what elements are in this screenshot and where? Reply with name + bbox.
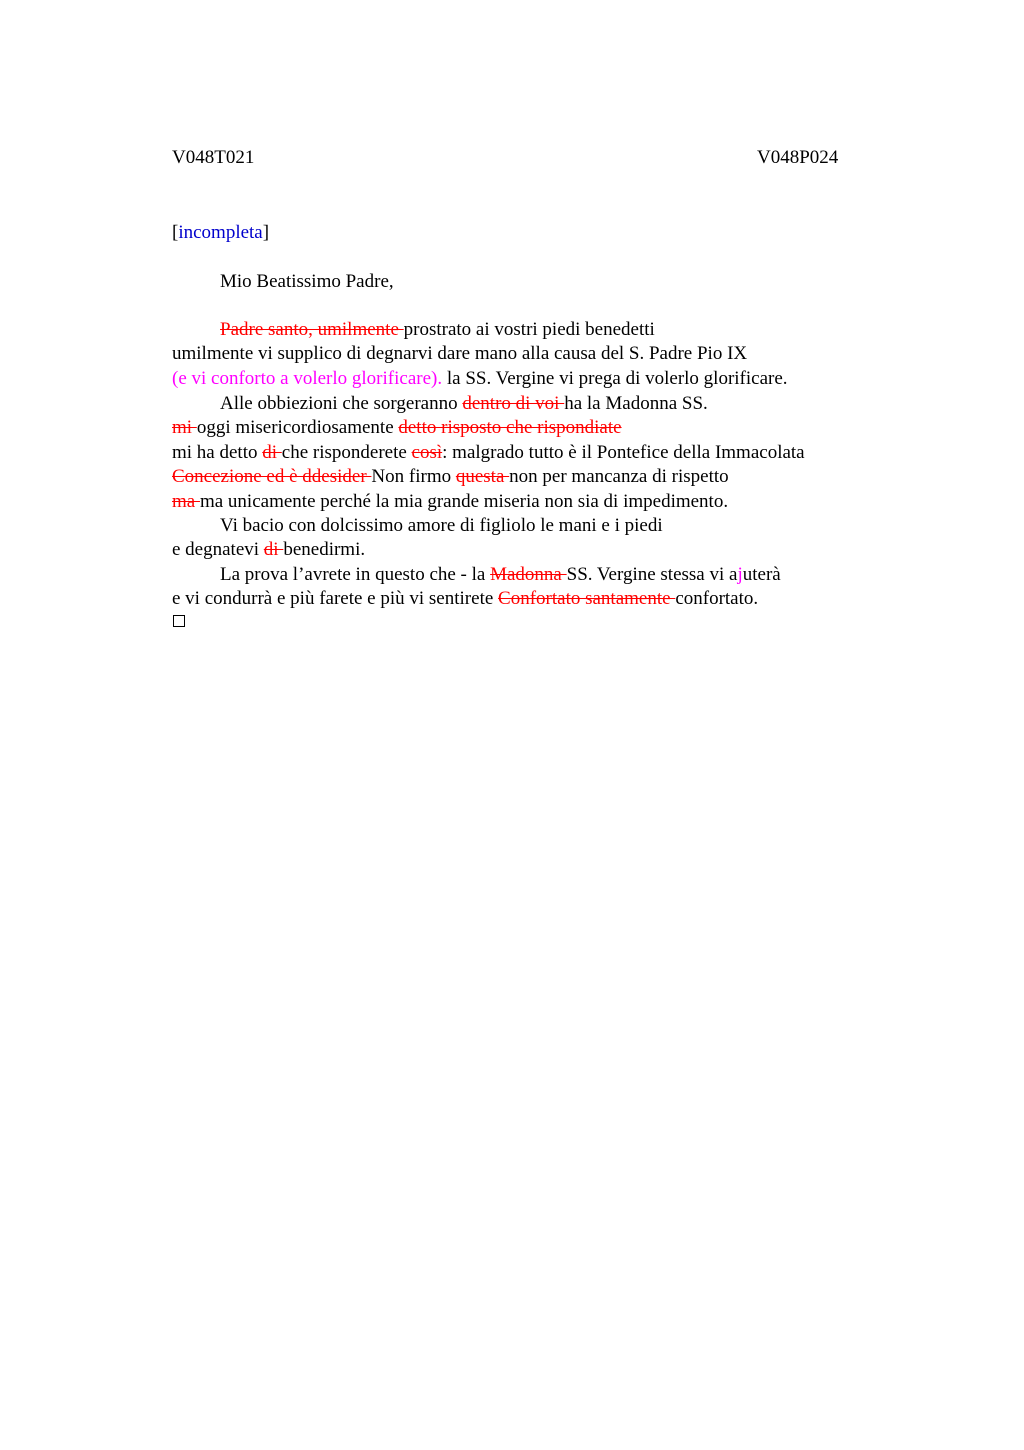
end-marker-box-icon: [173, 615, 185, 627]
header-left-code: V048T021: [172, 147, 255, 168]
inserted-text: (e vi conforto a volerlo glorificare).: [172, 368, 443, 389]
deleted-text: Padre santo, umilmente: [220, 319, 404, 340]
inserted-text: j: [737, 564, 743, 585]
deleted-text: di: [263, 539, 284, 560]
text-segment: confortato.: [675, 588, 759, 609]
text-segment: che risponderete: [281, 442, 412, 463]
text-segment: e degnatevi: [172, 539, 264, 560]
text-segment: mi ha detto: [172, 442, 263, 463]
text-line-3: [172, 367, 788, 391]
text-line-8: [172, 490, 728, 514]
text-segment: ha la Madonna SS.: [564, 393, 708, 414]
text-line-1: [220, 318, 655, 342]
text-segment: oggi misericordiosamente: [196, 417, 399, 438]
text-segment: ma unicamente perché la mia grande miseria non sia di impedimento.: [199, 491, 729, 512]
text-segment: Vi bacio con dolcissimo amore di figliolo le mani e i piedi: [220, 515, 663, 536]
status-close-bracket: ]: [262, 222, 270, 243]
deleted-text: mi: [172, 417, 197, 438]
text-segment: non per mancanza di rispetto: [509, 466, 729, 487]
deleted-text: ma: [172, 491, 200, 512]
text-segment: e vi condurrà e più farete e più vi sentirete: [172, 588, 499, 609]
text-segment: : malgrado tutto è il Pontefice della Immacolata: [442, 442, 805, 463]
header-right-code: V048P024: [757, 147, 839, 168]
text-segment: Non firmo: [371, 466, 456, 487]
text-line-9: [220, 514, 663, 538]
status-line: [172, 221, 269, 245]
text-segment: SS. Vergine stessa vi a: [566, 564, 738, 585]
deleted-text: di: [262, 442, 282, 463]
text-line-7: [172, 465, 729, 489]
text-segment: prostrato ai vostri piedi benedetti: [403, 319, 655, 340]
text-line-10: [172, 538, 365, 562]
salutation: Mio Beatissimo Padre,: [220, 271, 394, 292]
deleted-text: Concezione ed è ddesider: [172, 466, 372, 487]
text-line-5: [172, 416, 622, 440]
status-open-bracket: [: [172, 222, 179, 243]
deleted-text: dentro di voi: [462, 393, 565, 414]
text-segment: la SS. Vergine vi prega di volerlo glorificare.: [442, 368, 788, 389]
deleted-text: Confortato santamente: [498, 588, 676, 609]
text-line-11: [220, 563, 781, 587]
text-line-2: [172, 342, 747, 366]
text-segment: benedirmi.: [283, 539, 366, 560]
text-segment: Alle obbiezioni che sorgeranno: [220, 393, 463, 414]
text-segment: uterà: [742, 564, 781, 585]
text-segment: umilmente vi supplico di degnarvi dare mano alla causa del S. Padre Pio IX: [172, 343, 748, 364]
text-line-4: [220, 392, 708, 416]
text-line-12: [172, 587, 758, 611]
text-segment: La prova l’avrete in questo che - la: [220, 564, 491, 585]
deleted-text: Madonna: [490, 564, 567, 585]
deleted-text: così: [411, 442, 443, 463]
status-label: incompleta: [178, 222, 263, 243]
text-line-6: [172, 441, 805, 465]
deleted-text: questa: [455, 466, 510, 487]
deleted-text: detto risposto che rispondiate: [398, 417, 622, 438]
